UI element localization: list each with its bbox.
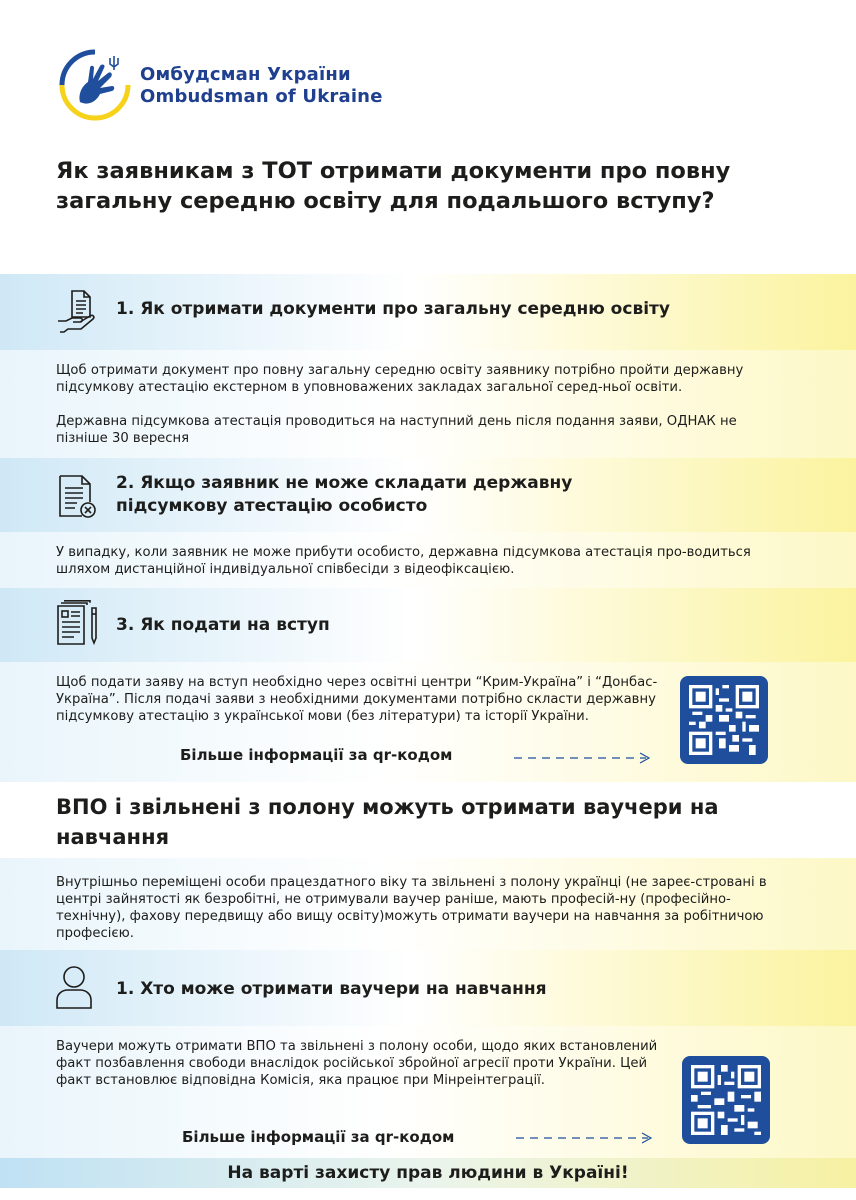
section3-more-info-label: Більше інформації за qr-кодом [180,746,453,764]
section3-paragraph-1: Щоб подати заяву на вступ необхідно через освітні центри “Крим-Україна” і “Донбас-Україна”. Після подачі заяви з необхідними документами потрібно скласти державну підсумкову атестацію з української мови (без літератури) та історії України. [56,675,658,724]
ombudsman-logo [56,46,134,124]
dashed-arrow-2 [514,1130,654,1150]
section1-heading: 1. Як отримати документи про загальну середню освіту [116,299,670,319]
vouchers-section1-heading: 1. Хто може отримати ваучери на навчання [116,979,547,999]
vouchers-intro-paragraph: Внутрішньо переміщені особи працездатного віку та звільнені з полону українці (не зареє-стровані в центрі зайнятості як безробітні, не отримували ваучер раніше, мають професій-ну (професійно-технічну), фахову передвищу або вищу освіту)можуть отримати ваучери на навчання за робітничою професією. [56,875,767,941]
section1-paragraph-2: Державна підсумкова атестація проводиться на наступний день після подання заяви, ОДНАК не пізніше 30 вересня [56,414,737,446]
qr-code-1[interactable] [680,676,768,764]
dashed-arrow-1 [512,750,652,770]
qr-code-pattern-1 [689,685,759,755]
org-name-ua: Омбудсман України [140,64,351,85]
footer-slogan: На варті захисту прав людини в Україні! [227,1163,629,1183]
page-title: Як заявникам з ТОТ отримати документи про повну загальну середню освіту для подальшого вступу? [56,158,731,214]
documents-pen-icon [54,600,104,650]
section3-heading: 3. Як подати на вступ [116,615,330,635]
vouchers-title: ВПО і звільнені з полону можуть отримати ваучери на навчання [56,795,719,849]
section1-paragraph-1: Щоб отримати документ про повну загальну середню освіту заявнику потрібно пройти державну підсумкову атестацію екстерном в уповноважених закладах загальної серед-ньої освіти. [56,363,744,395]
document-cancel-icon [54,472,104,522]
person-icon [54,964,104,1014]
organization-name [140,64,383,108]
qr-code-2[interactable] [682,1056,770,1144]
footer-band [0,1158,856,1188]
qr-code-pattern-2 [691,1065,761,1135]
vouchers-more-info-label: Більше інформації за qr-кодом [182,1128,455,1146]
hand-document-icon [54,287,104,337]
vouchers-section1-paragraph: Ваучери можуть отримати ВПО та звільнені з полону особи, щодо яких встановлений факт позбавлення свободи внаслідок російської збройної агресії проти України. Цей факт встановлює відповідна Комісія, яка працює при Мінреінтеграції. [56,1039,658,1088]
section2-heading: 2. Якщо заявник не може складати державну підсумкову атестацію особисто [116,473,573,516]
org-name-en: Ombudsman of Ukraine [140,86,383,107]
section2-paragraph-1: У випадку, коли заявник не може прибути особисто, державна підсумкова атестація про-водиться шляхом дистанційної індивідуальної співбесіди з відеофіксацією. [56,545,751,577]
